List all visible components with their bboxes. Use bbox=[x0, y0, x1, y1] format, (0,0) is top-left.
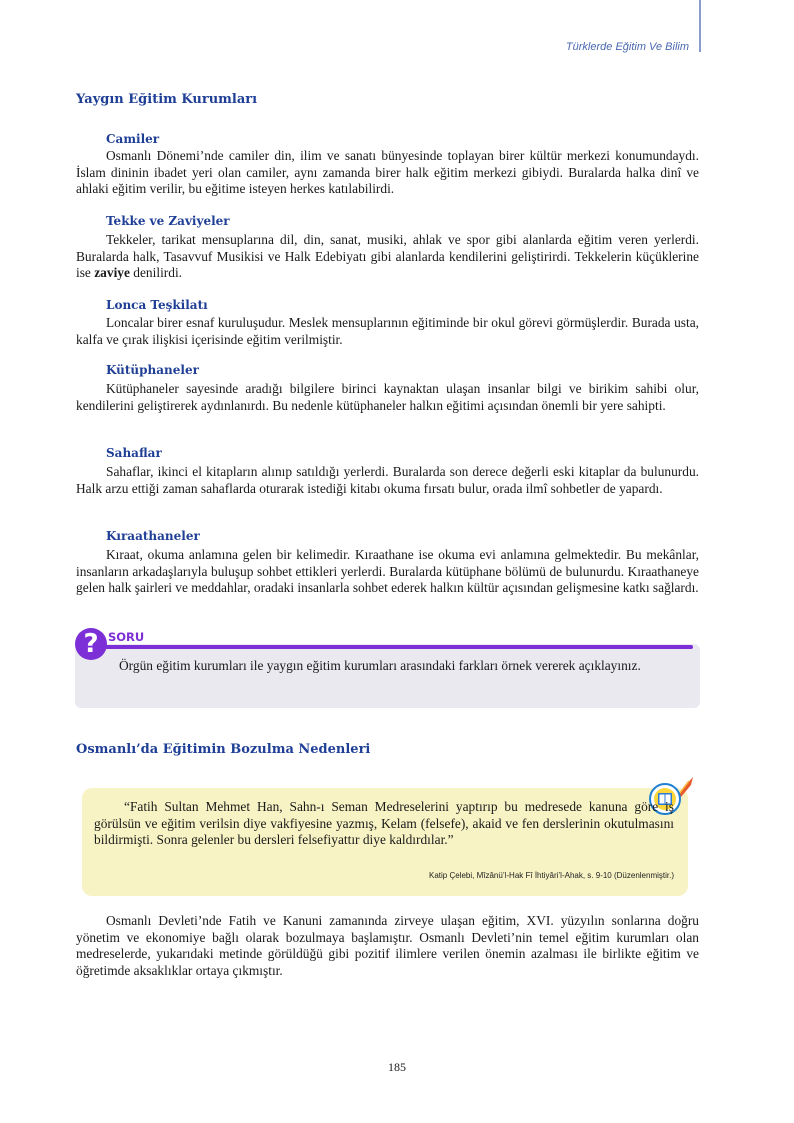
tekke-text-after: denilirdi. bbox=[133, 265, 183, 281]
heading-kiraathaneler: Kıraathaneler bbox=[106, 529, 200, 543]
running-header: Türklerde Eğitim Ve Bilim bbox=[565, 41, 689, 53]
section-title-bozulma: Osmanlı’da Eğitimin Bozulma Nedenleri bbox=[76, 742, 371, 757]
soru-divider bbox=[93, 645, 693, 649]
soru-box bbox=[75, 628, 700, 710]
quote-text: “Fatih Sultan Mehmet Han, Sahn-ı Seman Medreselerini yaptırıp bu medresede kanuna göre iş görülsün ve eğitim verilsin diye vakfiyesine yazmış, Kelam (felsefe), akaid ve fen derslerinin okutulmasını bildirmişti. Sonra gelenler bu dersleri felsefiyattır diye kaldırdılar.” bbox=[94, 799, 674, 848]
page-number: 185 bbox=[388, 1060, 406, 1074]
paragraph-kutuphaneler: Kütüphaneler sayesinde aradığı bilgilere birinci kaynaktan ulaşan insanlar bilgi ve birikim sahibi olur, kendilerini geliştirerek aydınlanırdı. Bu nedenle kütüphaneler halkın eğitimi açısından önemli bir yere sahipti. bbox=[76, 381, 699, 413]
tekke-text: Tekkeler, tarikat mensuplarına dil, din, sanat, musiki, ahlak ve spor gibi alanlarda eğitim veren yerlerdi. Buralarda halk, Tasavvuf Musikisi ve Halk Edebiyatı gibi alanlarda kendilerini geliştirirdi. Tekkelerin küçüklerine ise bbox=[76, 232, 699, 281]
keyword-zaviye: zaviye bbox=[94, 265, 130, 281]
paragraph-tekke bbox=[76, 232, 699, 282]
heading-lonca: Lonca Teşkilatı bbox=[106, 298, 208, 312]
heading-tekke: Tekke ve Zaviyeler bbox=[106, 214, 230, 228]
heading-camiler: Camiler bbox=[106, 132, 160, 146]
section-title-yaygin: Yaygın Eğitim Kurumları bbox=[76, 92, 258, 107]
soru-background bbox=[75, 644, 700, 708]
soru-text: Örgün eğitim kurumları ile yaygın eğitim kurumları arasındaki farkları örnek vererek açıklayınız. bbox=[119, 658, 641, 673]
paragraph-bozulma: Osmanlı Devleti’nde Fatih ve Kanuni zamanında zirveye ulaşan eğitim, XVI. yüzyılın sonlarına doğru yönetim ve ekonomiye bağlı olarak bozulmaya başlamıştır. Osmanlı Devleti’nin temel eğitim kurumları olan medreselerde, yukarıdaki metinde görüldüğü gibi pozitif ilimlere verilen önemin azalması ile birlikte eğitim ve öğretimde aksaklıklar ortaya çıkmıştır. bbox=[76, 913, 699, 979]
paragraph-camiler: Osmanlı Dönemi’nde camiler din, ilim ve sanatı bünyesinde toplayan birer kültür merkezi konumundaydı. İslam dininin ibadet yeri olan camiler, aynı zamanda birer halk eğitim merkezi gibiydi. Buralarda halka dinî ve ahlaki eğitim verilir, bu eğitime isteyen herkes katılabilirdi. bbox=[76, 148, 699, 197]
paragraph-sahaflar: Sahaflar, ikinci el kitapların alınıp satıldığı yerlerdi. Buralarda son derece değerli eski kitaplar da bulunurdu. Halk arzu ettiği zaman sahaflarda oturarak istediği kitabı okuma fırsatı bulur, orada ilmî sohbetler de yapardı. bbox=[76, 464, 699, 496]
paragraph-lonca: Loncalar birer esnaf kuruluşudur. Meslek mensuplarının eğitiminde bir okul görevi görmüşlerdir. Burada usta, kalfa ve çırak ilişkisi içerisinde eğitim verilmiştir. bbox=[76, 315, 699, 347]
question-mark-icon: ? bbox=[75, 628, 107, 660]
header-divider bbox=[699, 0, 701, 52]
soru-label: SORU bbox=[108, 630, 145, 644]
heading-kutuphaneler: Kütüphaneler bbox=[106, 363, 199, 377]
quote-source: Katip Çelebi, Mîzânü’l-Hak Fî İhtiyâri’l-Ahak, s. 9-10 (Düzenlenmiştir.) bbox=[429, 871, 674, 880]
paragraph-kiraathaneler: Kıraat, okuma anlamına gelen bir kelimedir. Kıraathane ise okuma evi anlamına gelmektedir. Bu mekânlar, insanların arkadaşlarıyla buluşup sohbet ettikleri yerlerdi. Buralarda kütüphane bölümü de bulunurdu. Kıraathaneye gelen halk şairleri ve meddahlar, oradaki insanlarla sohbet ederek halkın kültür açısından gelişmesine katkı sağlardı. bbox=[76, 547, 699, 596]
heading-sahaflar: Sahaflar bbox=[106, 446, 162, 460]
